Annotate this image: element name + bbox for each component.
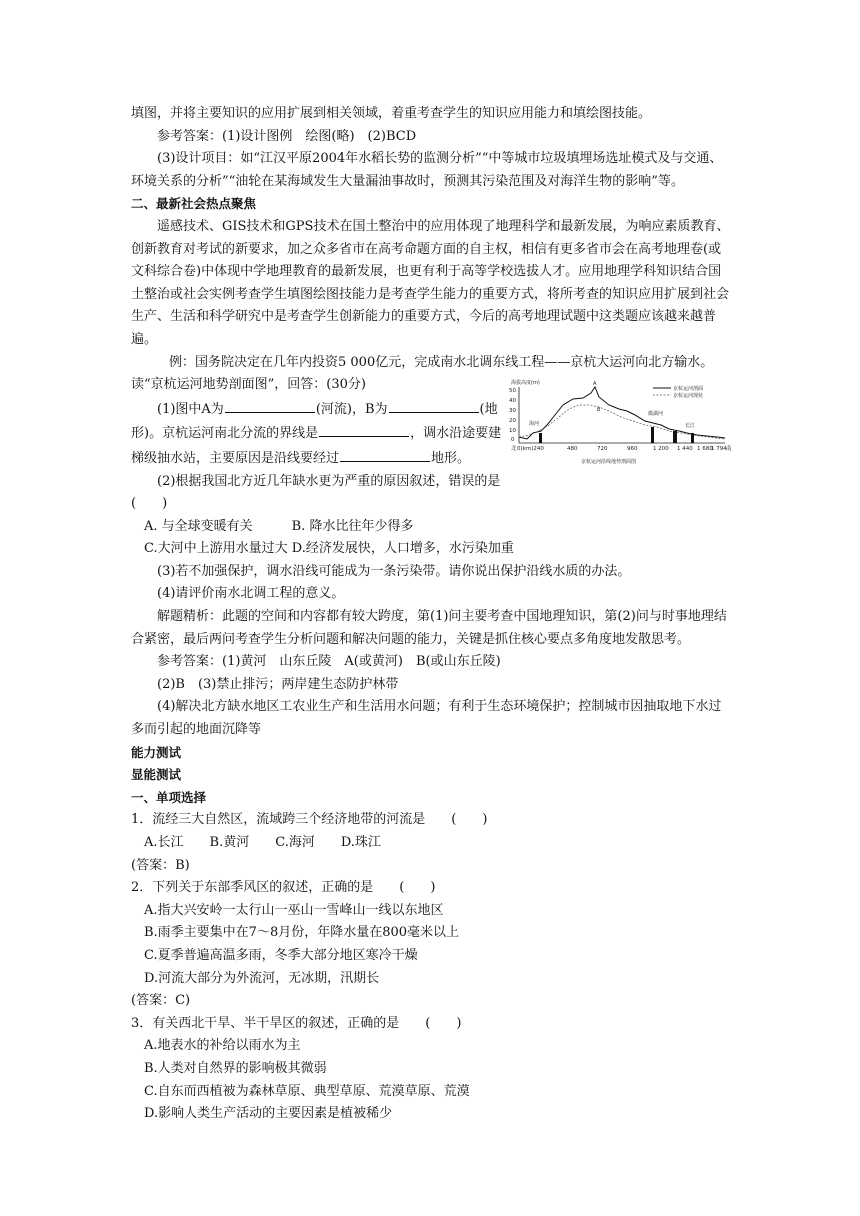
reference-answer-3: (2)B (3)禁止排污；两岸建生态防护林带	[157, 676, 399, 692]
example-intro: 例：国务院决定在几年内投资5 000亿元，完成南水北调东线工程——京杭大运河向北方输水。读“京杭运河地势剖面图”，回答：(30分)	[131, 354, 714, 393]
answer-blank-boundary[interactable]	[319, 421, 409, 437]
mc-question-3: 3．有关西北干旱、半干旱区的叙述，正确的是 ( )	[131, 1015, 462, 1031]
ytick-40: 40	[509, 398, 516, 404]
xtick-480: 480	[567, 446, 578, 452]
xtick-1440: 1 440	[677, 446, 693, 452]
design-project: (3)设计项目：如“江汉平原2004年水稻长势的监测分析”“中等城市垃圾填埋场选址模式及与交通、环境关系的分析”“油轮在某海域发生大量漏油事故时，预测其污染范围及对海洋生物的影响”等。	[131, 151, 723, 189]
heading-explicit-test: 显能测试	[131, 767, 182, 783]
ytick-30: 30	[509, 408, 516, 414]
canal-profile-figure	[503, 375, 733, 467]
mc-question-3-option-b: B.人类对自然界的影响极其微弱	[144, 1060, 327, 1076]
paragraph-intro-end: 填图，并将主要知识的应用扩展到相关领域，着重考查学生的知识应用能力和填绘图技能。	[131, 106, 652, 121]
reference-answer-2: 参考答案：(1)黄河 山东丘陵 A(或黄河) B(或山东丘陵)	[157, 654, 501, 670]
xtick-720: 720	[597, 446, 608, 452]
heading-ability-test: 能力测试	[131, 744, 182, 760]
question-2-options-ab: A. 与全球变暖有关 B. 降水比往年少得多	[144, 518, 414, 534]
mc-question-2: 2．下列关于东部季风区的叙述，正确的是 ( )	[131, 880, 436, 896]
ytick-50: 50	[509, 388, 516, 394]
mc-question-2-answer: (答案：C)	[131, 993, 191, 1009]
label-south: 南	[726, 446, 732, 452]
label-b: B	[597, 407, 601, 413]
lock-bar-2	[651, 427, 654, 443]
figure-ylabel: 海拔高度(m)	[511, 380, 540, 386]
question-1: (1)图中A为 (河流)，B为 (地形)。京杭运河南北分流的界线是 ，调水沿途要建梯级抽水站，主要原因是沿线要经过 地形。	[131, 397, 503, 471]
ytick-0: 0	[511, 437, 515, 443]
legend-label-1: 京杭运河剖面	[673, 386, 704, 392]
lock-bar-3	[673, 431, 677, 443]
reference-answer-1: 参考答案：(1)设计图例 绘图(略) (2)BCD	[157, 128, 417, 144]
label-weishan: 微湖河	[648, 411, 664, 417]
paragraph-hotspot: 遥感技术、GIS技术和GPS技术在国土整治中的应用体现了地理科学和最新发展，为响应素质教育、创新教育对考试的新要求，加之众多省市在高考命题方面的自主权，相信有更多省市会在高考地理卷(或文科综合卷)中体现中学地理教育的最新发展，也更有利于高等学校选拔人才。应用地理学科知识结合国土整治或社会实例考查学生填图绘图技能力是考查学生能力的重要方式，将所考查的知识应用扩展到社会生产、生活和科学研究中是考查学生创新能力的重要方式，今后的高考地理试题中这类题应该越来越普遍。	[131, 218, 730, 347]
mc-question-3-option-d: D.影响人类生产活动的主要因素是植被稀少	[144, 1106, 393, 1122]
lock-bar-1	[539, 433, 542, 443]
ytick-10: 10	[509, 428, 516, 434]
label-north: 北	[511, 446, 517, 452]
answer-blank-terrain[interactable]	[340, 446, 430, 462]
xtick-1680: 1 680	[697, 446, 713, 452]
heading-single-choice: 一、单项选择	[131, 789, 207, 805]
mc-question-2-option-a: A.指大兴安岭一太行山一巫山一雪峰山一线以东地区	[144, 902, 444, 918]
answer-blank-a[interactable]	[225, 397, 315, 413]
mc-question-2-option-b: B.雨季主要集中在7～8月份，年降水量在800毫米以上	[144, 925, 460, 941]
xtick-0: 0(km)240	[517, 446, 544, 452]
label-a: A	[593, 381, 597, 387]
mc-question-3-option-c: C.自东而西植被为森林草原、典型草原、荒漠草原、荒漠	[144, 1083, 470, 1099]
lock-bar-4	[691, 433, 694, 443]
legend-label-2: 京杭运河现状	[673, 393, 704, 399]
label-haihe: 海河	[529, 421, 540, 427]
reference-answer-4: (4)解决北方缺水地区工农业生产和生活用水问题；有利于生态环境保护；控制城市因抽取地下水过多而引起的地面沉降等	[131, 699, 722, 738]
answer-blank-b[interactable]	[389, 397, 479, 413]
question-1-block	[131, 397, 503, 516]
mc-question-2-option-d: D.河流大部分为外流河，无冰期，汛期长	[144, 970, 380, 986]
question-2: (2)根据我国北方近几年缺水更为严重的原因叙述，错误的是( )	[131, 473, 501, 512]
question-2-options-cd: C.大河中上游用水量过大 D.经济发展快，人口增多，水污染加重	[144, 541, 514, 557]
mc-question-1: 1．流经三大自然区，流域跨三个经济地带的河流是 ( )	[131, 812, 488, 828]
mc-question-1-answer: (答案：B)	[131, 857, 190, 873]
xtick-1794: 1 794	[711, 446, 727, 452]
section-heading-hotspot: 二、最新社会热点聚焦	[131, 196, 257, 212]
mc-question-2-option-c: C.夏季普遍高温多雨，冬季大部分地区寒冷干燥	[144, 947, 418, 963]
xtick-960: 960	[627, 446, 638, 452]
label-changjiang: 长江	[685, 423, 696, 429]
figure-caption: 京杭运河沿线地势剖面图	[581, 459, 637, 465]
mc-question-3-option-a: A.地表水的补给以雨水为主	[144, 1038, 301, 1054]
document-body	[131, 103, 734, 1126]
solution-analysis: 解题精析：此题的空间和内容都有较大跨度，第(1)问主要考查中国地理知识，第(2)问与时事地理结合紧密，最后两问考查学生分析问题和解决问题的能力，关键是抓住核心要点多角度地发散思考。	[131, 609, 727, 647]
xtick-1200: 1 200	[653, 446, 669, 452]
mc-question-1-options: A.长江 B.黄河 C.海河 D.珠江	[144, 835, 381, 850]
ytick-20: 20	[509, 418, 516, 424]
question-3: (3)若不加强保护，调水沿线可能成为一条污染带。请你说出保护沿线水质的办法。	[157, 563, 631, 579]
question-4: (4)请评价南水北调工程的意义。	[157, 586, 345, 602]
